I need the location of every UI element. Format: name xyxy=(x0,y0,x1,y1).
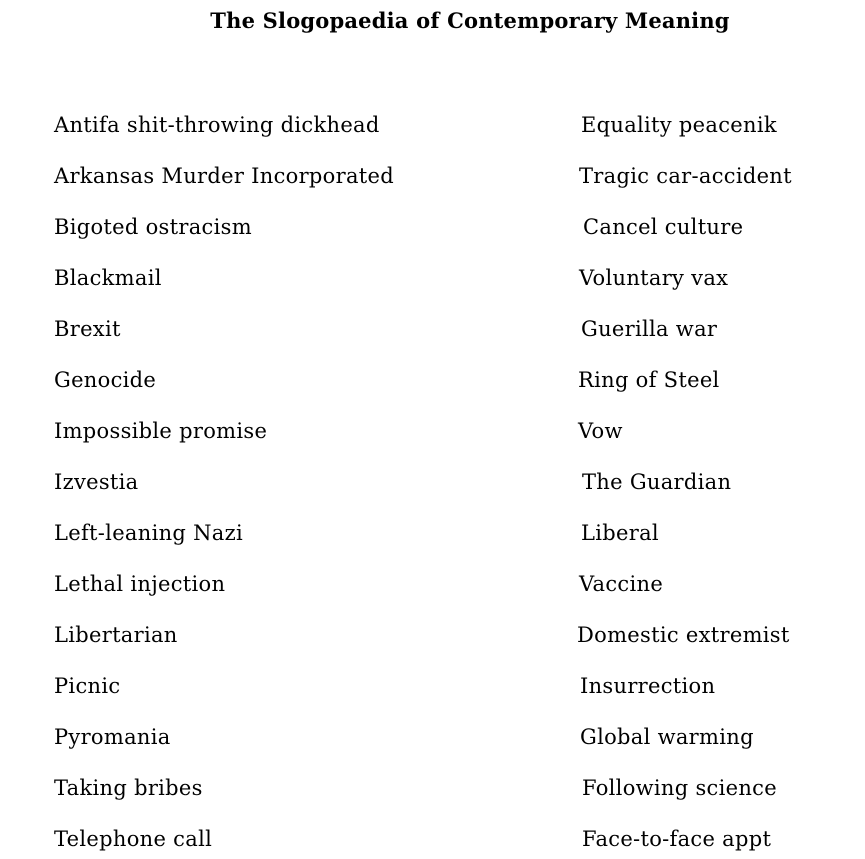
entry-meaning: The Guardian xyxy=(582,470,732,494)
entry-meaning: Global warming xyxy=(580,725,754,749)
entry-term: Antifa shit-throwing dickhead xyxy=(54,113,380,137)
entry-term: Left-leaning Nazi xyxy=(54,521,244,545)
list-item xyxy=(0,467,865,497)
list-item xyxy=(0,824,865,854)
list-item xyxy=(0,161,865,191)
entry-term: Brexit xyxy=(54,317,121,341)
list-item xyxy=(0,722,865,752)
page-title: The Slogopaedia of Contemporary Meaning xyxy=(210,8,730,33)
entry-meaning: Tragic car-accident xyxy=(579,164,792,188)
entry-term: Izvestia xyxy=(54,470,139,494)
entry-meaning: Voluntary vax xyxy=(579,266,729,290)
entry-meaning: Insurrection xyxy=(580,674,716,698)
list-item xyxy=(0,416,865,446)
entry-term: Telephone call xyxy=(54,827,213,851)
entry-meaning: Ring of Steel xyxy=(578,368,720,392)
entry-meaning: Vow xyxy=(578,419,623,443)
entry-meaning: Vaccine xyxy=(579,572,664,596)
list-item xyxy=(0,110,865,140)
list-item xyxy=(0,518,865,548)
entry-term: Pyromania xyxy=(54,725,171,749)
list-item xyxy=(0,569,865,599)
entry-term: Blackmail xyxy=(54,266,162,290)
list-item xyxy=(0,365,865,395)
list-item xyxy=(0,773,865,803)
entry-meaning: Equality peacenik xyxy=(581,113,777,137)
entry-term: Taking bribes xyxy=(54,776,203,800)
entry-meaning: Face-to-face appt xyxy=(582,827,772,851)
entry-term: Impossible promise xyxy=(54,419,268,443)
list-item xyxy=(0,314,865,344)
entry-meaning: Domestic extremist xyxy=(577,623,790,647)
entry-meaning: Cancel culture xyxy=(583,215,744,239)
list-item xyxy=(0,212,865,242)
entry-term: Picnic xyxy=(54,674,121,698)
list-item xyxy=(0,620,865,650)
entry-term: Bigoted ostracism xyxy=(54,215,252,239)
entry-meaning: Liberal xyxy=(581,521,659,545)
entry-term: Libertarian xyxy=(54,623,178,647)
entry-term: Lethal injection xyxy=(54,572,226,596)
list-item xyxy=(0,671,865,701)
entry-term: Genocide xyxy=(54,368,157,392)
list-item xyxy=(0,263,865,293)
entry-term: Arkansas Murder Incorporated xyxy=(54,164,394,188)
entry-meaning: Following science xyxy=(582,776,777,800)
entry-meaning: Guerilla war xyxy=(581,317,718,341)
